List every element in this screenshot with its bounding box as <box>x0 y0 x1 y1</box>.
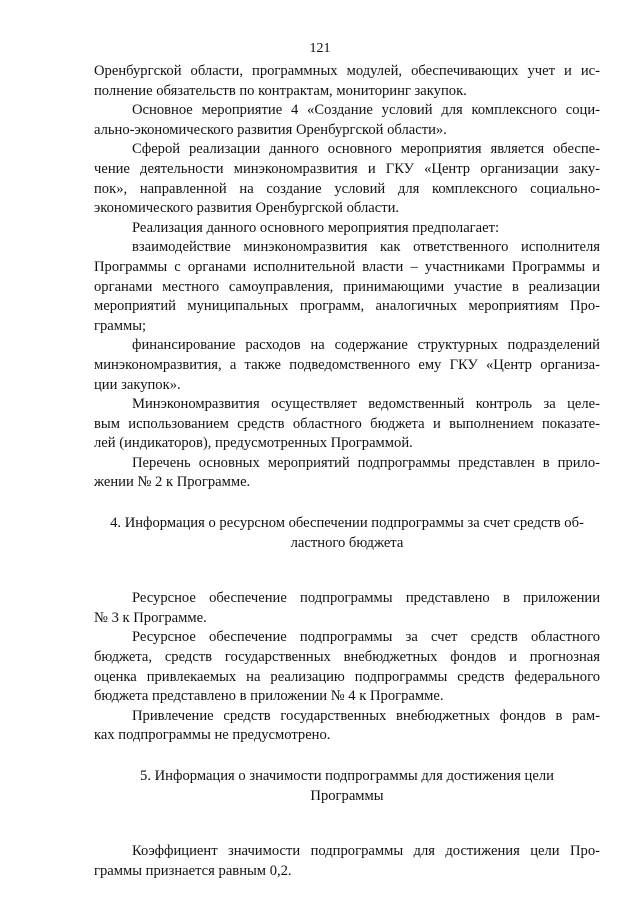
text-line: минэкономразвития, а также подведомственного ему ГКУ «Центр организа- <box>94 356 600 373</box>
text-line: жении № 2 к Программе. <box>94 474 251 491</box>
section-heading <box>94 514 600 553</box>
text-line: лей (индикаторов), предусмотренных Программой. <box>94 435 413 452</box>
text-line: Основное мероприятие 4 «Создание условий для комплексного соци- <box>132 102 600 119</box>
text-line: Коэффициент значимости подпрограммы для достижения цели Про- <box>132 843 600 860</box>
text-line: ально-экономического развития Оренбургской области». <box>94 121 447 138</box>
paragraph <box>94 238 600 336</box>
text-line: Оренбургской области, программных модулей, обеспечивающих учет и ис- <box>94 63 600 79</box>
text-line: Реализация данного основного мероприятия предполагает: <box>132 219 500 236</box>
paragraph <box>94 336 600 395</box>
text-line: ках подпрограммы не предусмотрено. <box>94 727 331 744</box>
text-line: финансирование расходов на содержание структурных подразделений <box>132 337 600 354</box>
page-number: 121 <box>309 41 331 56</box>
paragraph <box>94 707 600 746</box>
paragraph <box>94 140 600 218</box>
text-line: Программы с органами исполнительной власти – участниками Программы и <box>94 258 600 275</box>
paragraph <box>94 101 600 140</box>
paragraph <box>94 842 600 881</box>
text-line: граммы; <box>94 317 147 334</box>
text-line: Ресурсное обеспечение подпрограммы за счет средств областного <box>132 629 600 646</box>
text-line: Минэкономразвития осуществляет ведомственный контроль за целе- <box>132 396 600 413</box>
paragraph <box>94 628 600 706</box>
text-line: № 3 к Программе. <box>94 609 207 626</box>
text-line: взаимодействие минэкономразвития как ответственного исполнителя <box>132 239 600 256</box>
text-line: Привлечение средств государственных внебюджетных фондов в рам- <box>132 707 600 724</box>
heading-line: Программы <box>310 787 384 804</box>
paragraph <box>94 454 600 493</box>
text-line: бюджета, средств государственных внебюджетных фондов и прогнозная <box>94 649 600 666</box>
text-line: бюджета представлено в приложении № 4 к Программе. <box>94 688 444 705</box>
text-line: граммы признается равным 0,2. <box>94 862 292 879</box>
text-line: пок», направленной на создание условий для комплексного социально- <box>94 180 600 197</box>
heading-line: 5. Информация о значимости подпрограммы для достижения цели <box>140 768 554 784</box>
text-line: Сферой реализации данного основного мероприятия является обеспе- <box>132 141 600 158</box>
text-line: Ресурсное обеспечение подпрограммы представлено в приложении <box>132 590 600 607</box>
paragraph <box>94 589 600 628</box>
text-line: полнение обязательств по контрактам, мониторинг закупок. <box>94 82 467 99</box>
text-line: органами местного самоуправления, принимающими участие в реализации <box>94 278 600 295</box>
section-heading <box>94 767 600 806</box>
page-content <box>94 62 600 881</box>
text-line: вым использованием средств областного бюджета и выполнением показате- <box>94 415 600 432</box>
paragraph <box>94 395 600 454</box>
text-line: оценка привлекаемых на реализацию подпрограммы средств федерального <box>94 668 600 685</box>
paragraph <box>94 62 600 101</box>
text-line: чение деятельности минэкономразвития и ГКУ «Центр организации заку- <box>94 160 600 177</box>
text-line: экономического развития Оренбургской области. <box>94 200 400 217</box>
heading-line: ластного бюджета <box>290 534 404 551</box>
paragraph <box>94 219 600 239</box>
text-line: мероприятий муниципальных программ, аналогичных мероприятиям Про- <box>94 298 600 315</box>
text-line: ции закупок». <box>94 376 181 393</box>
heading-line: 4. Информация о ресурсном обеспечении подпрограммы за счет средств об- <box>110 515 584 532</box>
text-line: Перечень основных мероприятий подпрограммы представлен в прило- <box>132 454 600 471</box>
